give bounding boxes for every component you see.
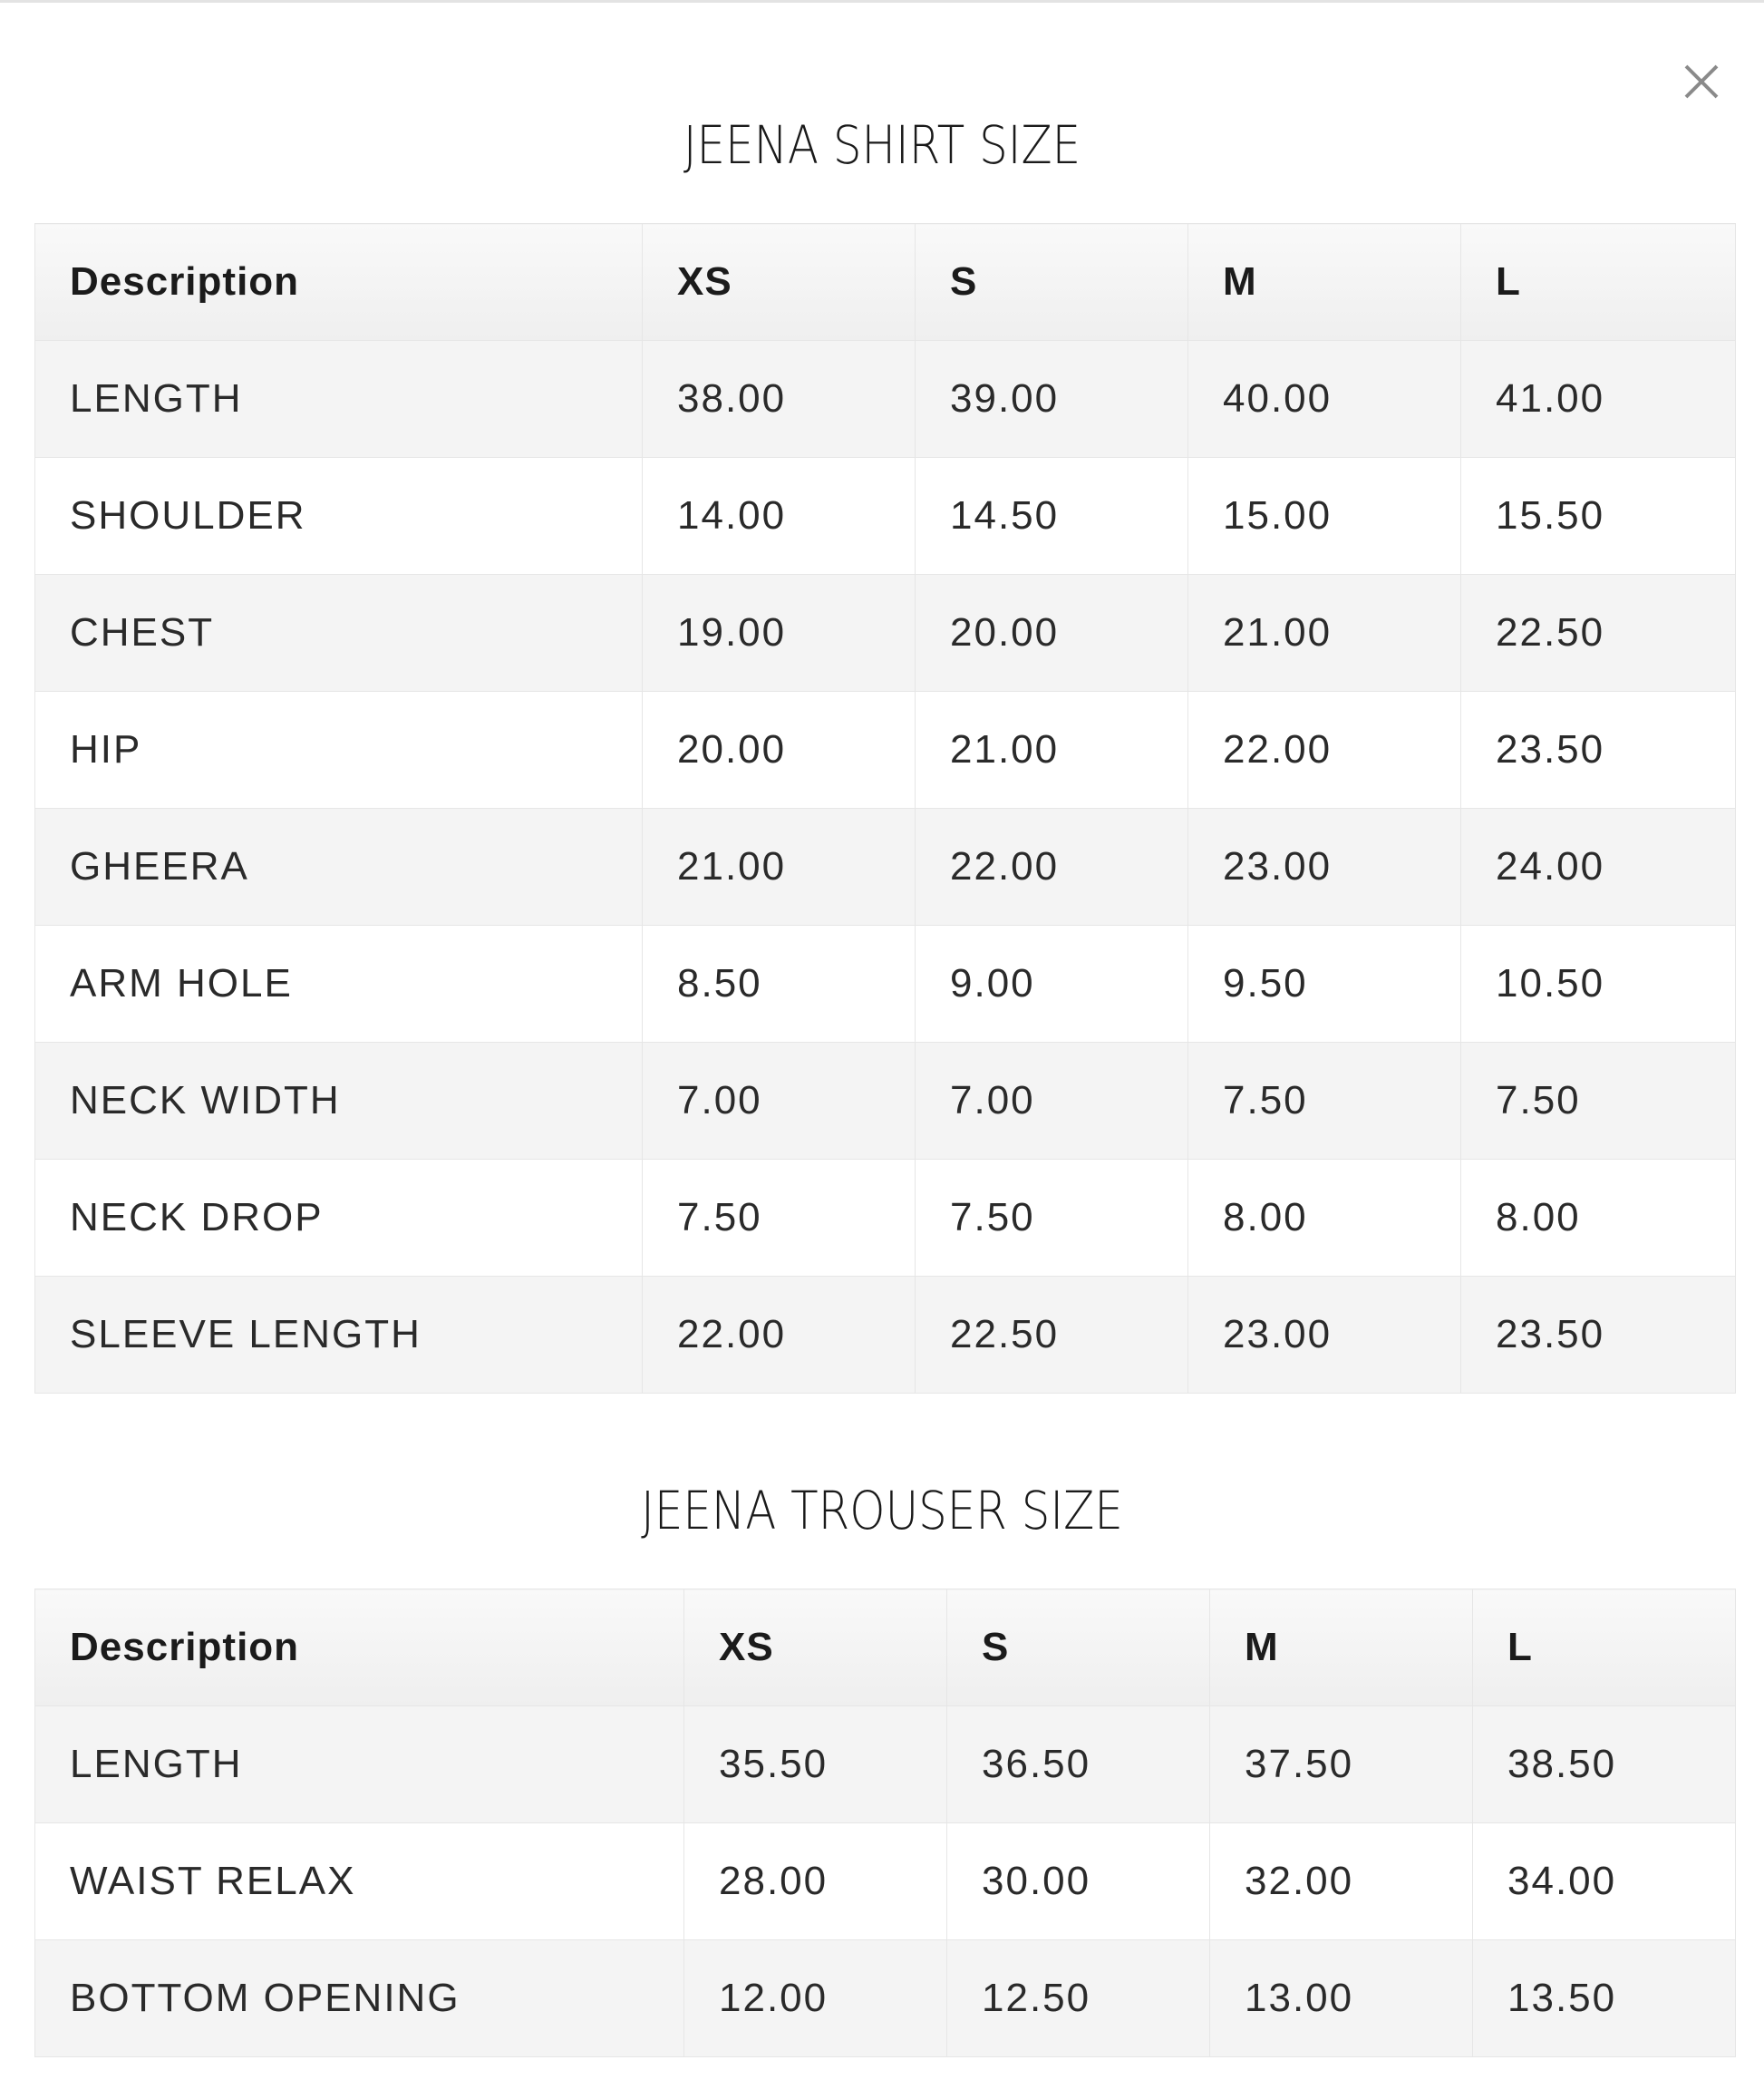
- close-icon: [1673, 53, 1730, 110]
- cell-m: 32.00: [1210, 1823, 1473, 1940]
- cell-xs: 7.00: [643, 1043, 916, 1160]
- cell-xs: 19.00: [643, 575, 916, 692]
- table-row: [35, 1706, 1736, 1823]
- table-row: [35, 575, 1736, 692]
- cell-xs: 12.00: [684, 1940, 947, 2057]
- column-header-l: L: [1461, 224, 1736, 341]
- column-header-description: Description: [35, 1589, 684, 1706]
- cell-m: 7.50: [1188, 1043, 1461, 1160]
- cell-m: 23.00: [1188, 809, 1461, 926]
- table-row: [35, 926, 1736, 1043]
- cell-m: 15.00: [1188, 458, 1461, 575]
- cell-xs: 8.50: [643, 926, 916, 1043]
- cell-s: 21.00: [916, 692, 1188, 809]
- cell-l: 34.00: [1473, 1823, 1736, 1940]
- cell-m: 21.00: [1188, 575, 1461, 692]
- cell-description: LENGTH: [35, 1706, 684, 1823]
- cell-description: ARM HOLE: [35, 926, 643, 1043]
- cell-m: 22.00: [1188, 692, 1461, 809]
- cell-s: 30.00: [947, 1823, 1210, 1940]
- table-row: [35, 1277, 1736, 1394]
- shirt-size-title: JEENA SHIRT SIZE: [683, 114, 1081, 176]
- close-button[interactable]: [1673, 53, 1730, 110]
- trouser-table-body: [35, 1706, 1736, 2057]
- cell-l: 15.50: [1461, 458, 1736, 575]
- cell-l: 24.00: [1461, 809, 1736, 926]
- cell-description: LENGTH: [35, 341, 643, 458]
- cell-s: 14.50: [916, 458, 1188, 575]
- column-header-s: S: [947, 1589, 1210, 1706]
- table-row: [35, 458, 1736, 575]
- cell-description: SHOULDER: [35, 458, 643, 575]
- cell-xs: 21.00: [643, 809, 916, 926]
- trouser-size-table: [34, 1589, 1736, 2057]
- table-row: [35, 809, 1736, 926]
- cell-xs: 20.00: [643, 692, 916, 809]
- cell-description: CHEST: [35, 575, 643, 692]
- column-header-xs: XS: [643, 224, 916, 341]
- shirt-table-body: [35, 341, 1736, 1394]
- cell-s: 9.00: [916, 926, 1188, 1043]
- shirt-size-table: [34, 223, 1736, 1394]
- column-header-s: S: [916, 224, 1188, 341]
- table-row: [35, 1823, 1736, 1940]
- cell-s: 7.50: [916, 1160, 1188, 1277]
- trouser-size-title: JEENA TROUSER SIZE: [641, 1480, 1123, 1541]
- cell-xs: 38.00: [643, 341, 916, 458]
- cell-m: 23.00: [1188, 1277, 1461, 1394]
- cell-s: 20.00: [916, 575, 1188, 692]
- cell-l: 10.50: [1461, 926, 1736, 1043]
- cell-description: WAIST RELAX: [35, 1823, 684, 1940]
- column-header-description: Description: [35, 224, 643, 341]
- cell-l: 13.50: [1473, 1940, 1736, 2057]
- cell-description: GHEERA: [35, 809, 643, 926]
- cell-s: 36.50: [947, 1706, 1210, 1823]
- cell-description: SLEEVE LENGTH: [35, 1277, 643, 1394]
- column-header-l: L: [1473, 1589, 1736, 1706]
- table-header-row: [35, 1589, 1736, 1706]
- cell-m: 37.50: [1210, 1706, 1473, 1823]
- column-header-m: M: [1210, 1589, 1473, 1706]
- cell-s: 22.00: [916, 809, 1188, 926]
- table-row: [35, 341, 1736, 458]
- cell-description: BOTTOM OPENING: [35, 1940, 684, 2057]
- cell-l: 22.50: [1461, 575, 1736, 692]
- cell-m: 9.50: [1188, 926, 1461, 1043]
- cell-m: 40.00: [1188, 341, 1461, 458]
- table-row: [35, 1160, 1736, 1277]
- cell-l: 23.50: [1461, 692, 1736, 809]
- cell-s: 39.00: [916, 341, 1188, 458]
- cell-xs: 14.00: [643, 458, 916, 575]
- cell-xs: 7.50: [643, 1160, 916, 1277]
- cell-description: NECK DROP: [35, 1160, 643, 1277]
- cell-xs: 35.50: [684, 1706, 947, 1823]
- cell-l: 41.00: [1461, 341, 1736, 458]
- column-header-m: M: [1188, 224, 1461, 341]
- cell-xs: 22.00: [643, 1277, 916, 1394]
- cell-xs: 28.00: [684, 1823, 947, 1940]
- cell-l: 38.50: [1473, 1706, 1736, 1823]
- cell-l: 8.00: [1461, 1160, 1736, 1277]
- cell-s: 7.00: [916, 1043, 1188, 1160]
- column-header-xs: XS: [684, 1589, 947, 1706]
- cell-description: HIP: [35, 692, 643, 809]
- table-row: [35, 1043, 1736, 1160]
- cell-description: NECK WIDTH: [35, 1043, 643, 1160]
- table-header-row: [35, 224, 1736, 341]
- table-row: [35, 1940, 1736, 2057]
- cell-l: 7.50: [1461, 1043, 1736, 1160]
- cell-m: 8.00: [1188, 1160, 1461, 1277]
- cell-m: 13.00: [1210, 1940, 1473, 2057]
- table-row: [35, 692, 1736, 809]
- cell-l: 23.50: [1461, 1277, 1736, 1394]
- cell-s: 22.50: [916, 1277, 1188, 1394]
- cell-s: 12.50: [947, 1940, 1210, 2057]
